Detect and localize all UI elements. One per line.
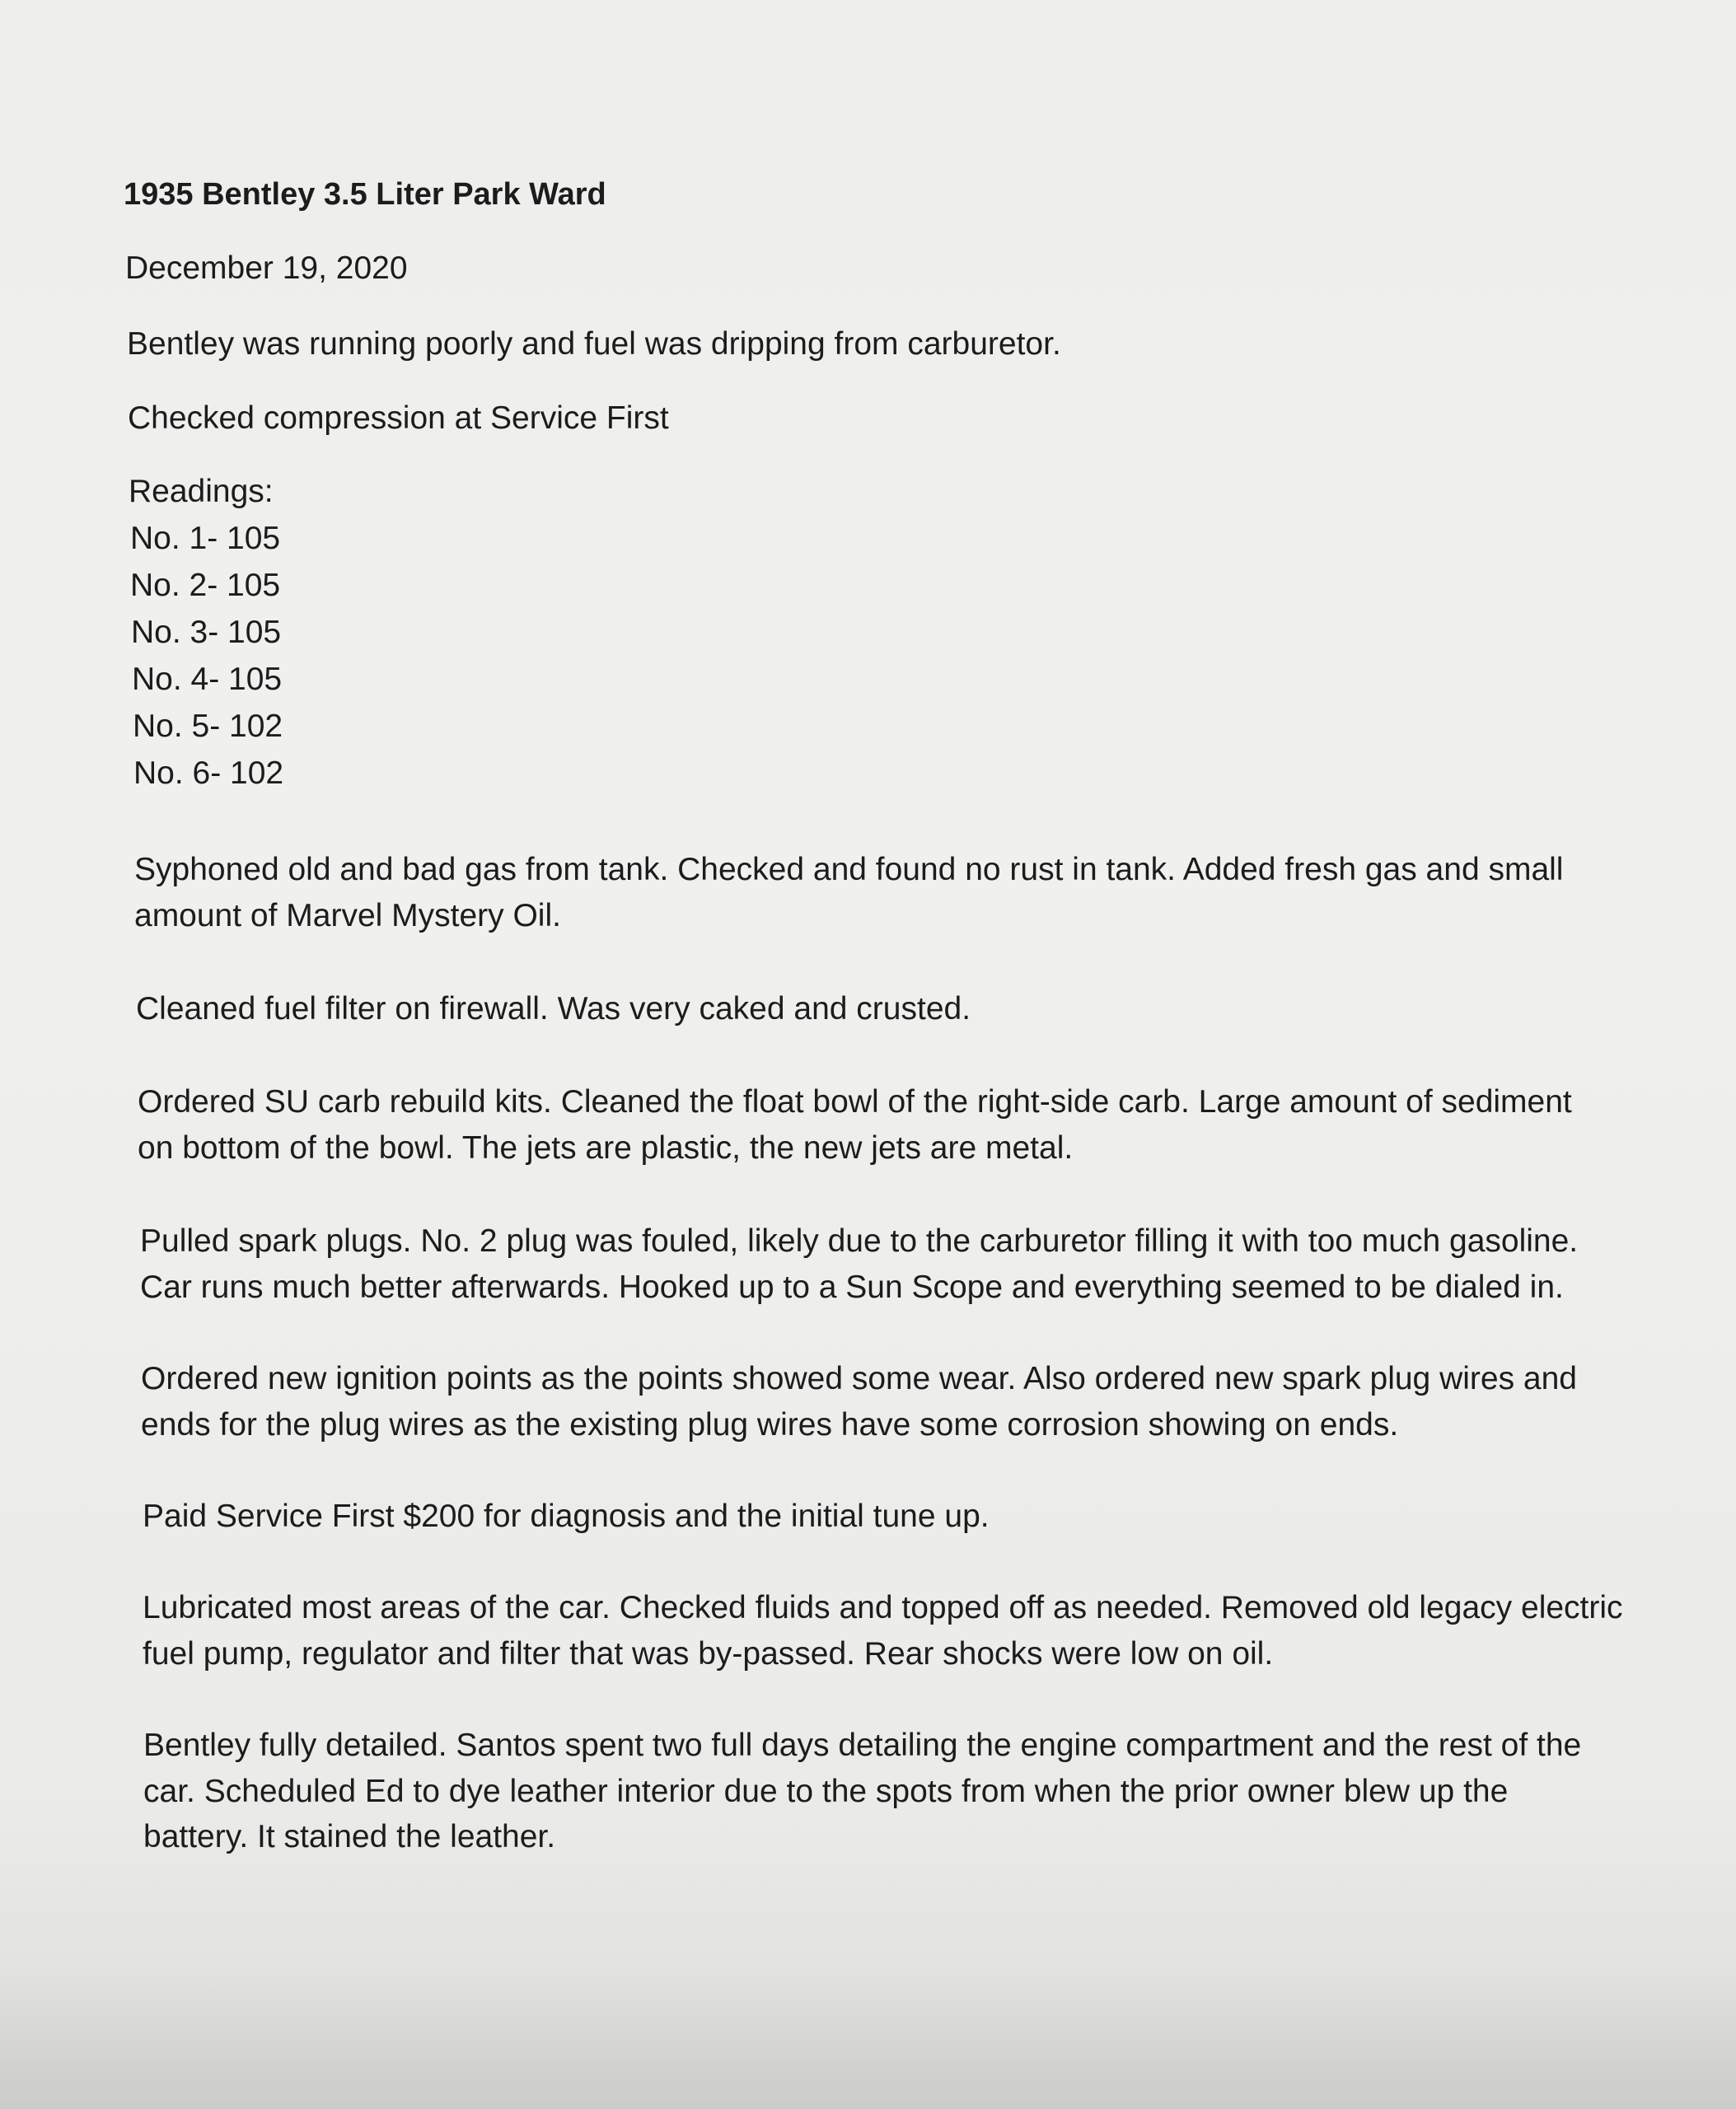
paragraph-line: Ordered SU carb rebuild kits. Cleaned the float bowl of the right-side carb. Large amount of sediment: [138, 1084, 1572, 1120]
reading-item: No. 2- 105: [130, 568, 281, 603]
paragraph-line: battery. It stained the leather.: [143, 1819, 556, 1854]
document-title: 1935 Bentley 3.5 Liter Park Ward: [124, 177, 606, 212]
paragraph-line: car. Scheduled Ed to dye leather interior due to the spots from when the prior owner blew up the: [143, 1774, 1509, 1809]
readings-label: Readings:: [129, 474, 274, 509]
reading-item: No. 6- 102: [133, 755, 284, 791]
paragraph-line: Bentley fully detailed. Santos spent two full days detailing the engine compartment and the rest of the: [143, 1728, 1582, 1763]
paragraph-line: Pulled spark plugs. No. 2 plug was fouled, likely due to the carburetor filling it with too much gasoline.: [140, 1223, 1579, 1259]
paragraph-line: on bottom of the bowl. The jets are plastic, the new jets are metal.: [138, 1130, 1074, 1166]
reading-item: No. 5- 102: [133, 708, 283, 744]
paragraph-line: Paid Service First $200 for diagnosis and the initial tune up.: [143, 1499, 990, 1534]
paragraph-line: Ordered new ignition points as the points showed some wear. Also ordered new spark plug wires and: [141, 1361, 1577, 1396]
compression-note: Checked compression at Service First: [128, 400, 669, 436]
intro-text: Bentley was running poorly and fuel was dripping from carburetor.: [127, 326, 1061, 362]
reading-item: No. 4- 105: [132, 662, 283, 697]
paragraph-line: amount of Marvel Mystery Oil.: [134, 898, 561, 933]
paragraph-line: ends for the plug wires as the existing plug wires have some corrosion showing on ends.: [141, 1407, 1399, 1443]
reading-item: No. 1- 105: [130, 521, 281, 556]
paragraph-line: Syphoned old and bad gas from tank. Checked and found no rust in tank. Added fresh gas and small: [134, 852, 1564, 887]
paragraph-line: Lubricated most areas of the car. Checked fluids and topped off as needed. Removed old legacy electric: [143, 1590, 1623, 1625]
paragraph-line: Cleaned fuel filter on firewall. Was very caked and crusted.: [136, 991, 971, 1026]
paragraph-line: fuel pump, regulator and filter that was by-passed. Rear shocks were low on oil.: [143, 1636, 1274, 1672]
reading-item: No. 3- 105: [131, 615, 282, 650]
paragraph-line: Car runs much better afterwards. Hooked up to a Sun Scope and everything seemed to be dialed in.: [140, 1270, 1564, 1305]
document-date: December 19, 2020: [125, 250, 408, 286]
